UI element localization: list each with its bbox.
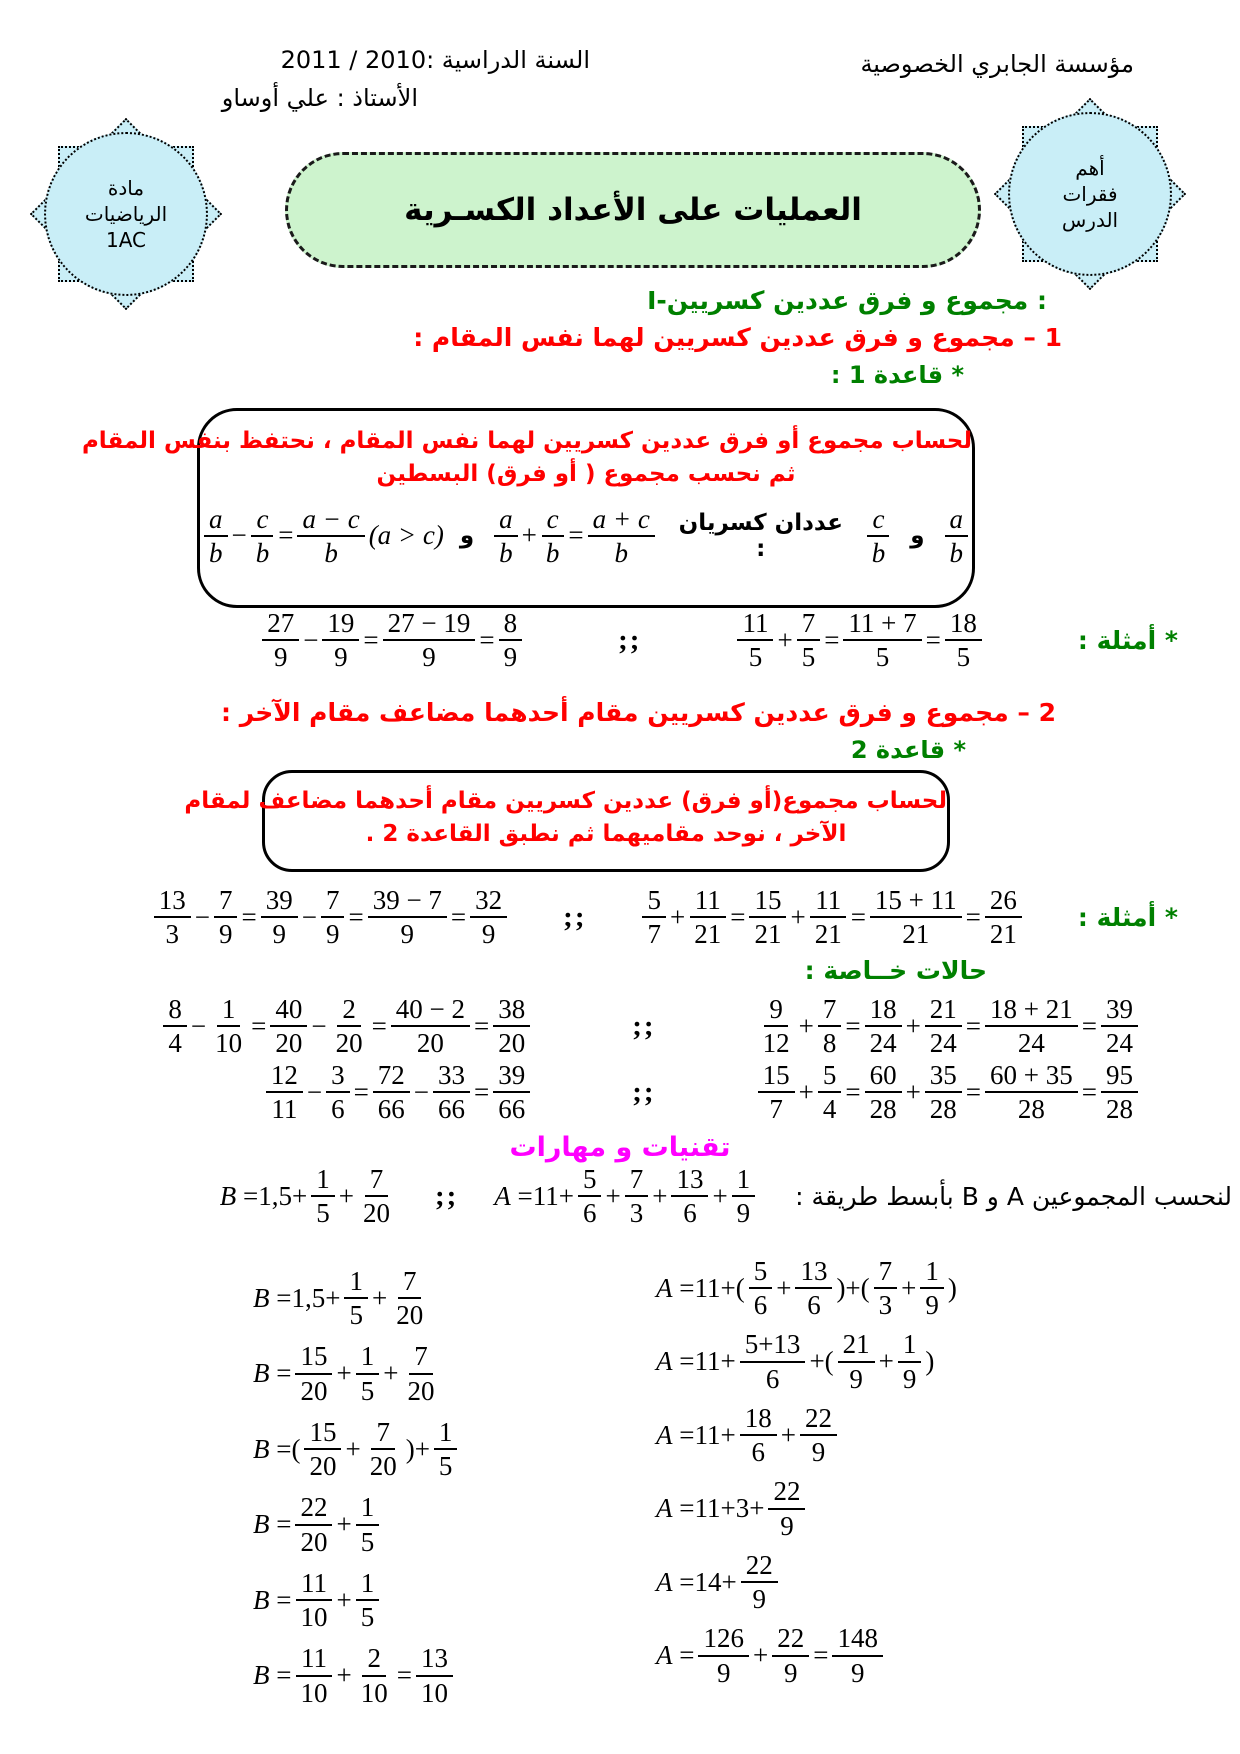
rule1-text-line1: لحساب مجموع أو فرق عددين كسريين لهما نفس المقام ، نحتفظ بنفس المقام <box>81 428 972 454</box>
page-title: العمليات على الأعداد الكسـرية <box>404 192 862 228</box>
rule2-label: * قاعدة 2 <box>850 736 966 764</box>
rule2-text-line2: الآخر ، نوحد مقاميهما ثم نطبق القاعدة 2 . <box>365 821 847 848</box>
badge-line: الدرس <box>1061 208 1119 232</box>
difference-formula: $\frac{a}{b}$ − $\frac{c}{b}$ = $\frac{a - c}{b}$ (a > c) <box>200 504 444 568</box>
fraction-c-over-b: $\frac{c}{b}$ <box>863 504 895 568</box>
pair-label: عددان كسريان : <box>678 509 843 562</box>
rule2-text-line1: لحساب مجموع(أو فرق) عددين كسريين مقام أحدهما مضاعف لمقام <box>184 788 947 814</box>
step-a-eq: A =11+( $\frac{5}{6}$ + $\frac{13}{6}$ )+( $\frac{7}{3}$ + $\frac{1}{9}$ ) <box>656 1256 957 1321</box>
lesson-title-box <box>285 152 981 268</box>
special-row-1 <box>159 994 1142 1058</box>
separator: ;; <box>618 623 642 656</box>
special2-sum-eq: $\frac{15}{7}$ + $\frac{5}{4}$ = $\frac{60}{28}$ + $\frac{35}{28}$ = $\frac{60 + 35}{28}$ = $\frac{95}{28}$ <box>754 1060 1142 1124</box>
rule1-text-line2: ثم نحسب مجموع ( أو فرق) البسطين <box>376 461 796 488</box>
section1-subheading: 1 – مجموع و فرق عددين كسريين لهما نفس المقام : <box>413 323 1062 352</box>
separator: ;; <box>563 900 587 933</box>
rule1-formula <box>200 504 972 568</box>
skills-heading: تقنيات و مهارات <box>509 1132 731 1163</box>
special1-diff-eq: $\frac{8}{4}$ − $\frac{1}{10}$ = $\frac{40}{20}$ − $\frac{2}{20}$ = $\frac{40 - 2}{20}$ = $\frac{38}{20}$ <box>159 994 534 1058</box>
example2-sum-eq: $\frac{5}{7}$ + $\frac{11}{21}$ = $\frac{15}{21}$ + $\frac{11}{21}$ = $\frac{15 + 11}{21}$ = $\frac{26}{21}$ <box>638 885 1025 949</box>
rule2-box <box>184 770 950 872</box>
step-a-eq: A =11+ $\frac{5+13}{6}$ +( $\frac{21}{9}$ + $\frac{1}{9}$ ) <box>656 1329 935 1394</box>
separator: ;; <box>632 1075 656 1108</box>
fraction-a-over-b: $\frac{a}{b}$ <box>941 504 973 568</box>
examples1-row <box>258 608 1178 672</box>
skills-intro-row <box>220 1164 1232 1228</box>
special1-sum-eq: $\frac{9}{12}$ + $\frac{7}{8}$ = $\frac{18}{24}$ + $\frac{21}{24}$ = $\frac{18 + 21}{24}$ = $\frac{39}{24}$ <box>754 994 1142 1058</box>
institution-name: مؤسسة الجابري الخصوصية <box>860 50 1134 78</box>
step-b-eq: B = $\frac{15}{20}$ + $\frac{1}{5}$ + $\frac{7}{20}$ <box>253 1341 435 1406</box>
and-conjunction: و <box>910 522 925 549</box>
step-a-eq: A = $\frac{126}{9}$ + $\frac{22}{9}$ = $\frac{148}{9}$ <box>656 1623 887 1687</box>
step-b-eq: B = $\frac{11}{10}$ + $\frac{1}{5}$ <box>253 1568 383 1632</box>
badge-line: أهم <box>1075 156 1105 180</box>
step-b-eq: B =1,5+ $\frac{1}{5}$ + $\frac{7}{20}$ <box>253 1266 424 1331</box>
teacher-name: الأستاذ : علي أوساو <box>221 84 418 112</box>
section1-heading: I-مجموع و فرق عددين كسريين : <box>647 286 1047 315</box>
skills-intro-text: لنحسب المجموعين A و B بأبسط طريقة : <box>795 1181 1232 1211</box>
examples1-label: * أمثلة : <box>1077 625 1178 655</box>
step-a-eq: A =14+ $\frac{22}{9}$ <box>656 1550 782 1614</box>
badge-line: مادة <box>107 176 145 200</box>
example2-diff-eq: $\frac{13}{3}$ − $\frac{7}{9}$ = $\frac{39}{9}$ − $\frac{7}{9}$ = $\frac{39 - 7}{9}$ = $\frac{32}{9}$ <box>150 885 511 949</box>
sum-formula: $\frac{a}{b}$ + $\frac{c}{b}$ = $\frac{a + c}{b}$ <box>490 504 659 568</box>
lesson-badge-circle <box>1008 112 1172 276</box>
step-a-eq: A =11+3+ $\frac{22}{9}$ <box>656 1476 809 1540</box>
lesson-badge <box>988 92 1188 292</box>
subject-badge <box>24 112 224 312</box>
badge-line: فقرات <box>1062 182 1118 206</box>
step-b-eq: B = $\frac{11}{10}$ + $\frac{2}{10}$ = $\frac{13}{10}$ <box>253 1643 457 1707</box>
subject-badge-circle <box>44 132 208 296</box>
examples2-label: * أمثلة : <box>1077 902 1178 932</box>
school-year: السنة الدراسية :2010 / 2011 <box>280 46 590 74</box>
rule1-box <box>81 408 975 608</box>
badge-line: 1AC <box>105 228 147 252</box>
special-row-2 <box>262 1060 1142 1124</box>
separator: ;; <box>632 1009 656 1042</box>
sum-a-definition-eq: A =11+ $\frac{5}{6}$ + $\frac{7}{3}$ + $\frac{13}{6}$ + $\frac{1}{9}$ <box>494 1164 759 1228</box>
separator: ;; <box>434 1179 459 1212</box>
step-b-eq: B =( $\frac{15}{20}$ + $\frac{7}{20}$ )+ $\frac{1}{5}$ <box>253 1417 461 1481</box>
badge-line: الرياضيات <box>84 202 168 226</box>
special2-diff-eq: $\frac{12}{11}$ − $\frac{3}{6}$ = $\frac{72}{66}$ − $\frac{33}{66}$ = $\frac{39}{66}$ <box>262 1060 534 1124</box>
example1-diff-eq: $\frac{27}{9}$ − $\frac{19}{9}$ = $\frac{27 - 19}{9}$ = $\frac{8}{9}$ <box>258 608 526 672</box>
special-cases-heading: حالات خــاصة : <box>804 956 987 985</box>
section2-subheading: 2 – مجموع و فرق عددين كسريين مقام أحدهما مضاعف مقام الآخر : <box>221 698 1056 727</box>
step-b-eq: B = $\frac{22}{20}$ + $\frac{1}{5}$ <box>253 1492 383 1556</box>
sum-b-definition-eq: B =1,5+ $\frac{1}{5}$ + $\frac{7}{20}$ <box>219 1164 390 1229</box>
examples2-row <box>150 885 1178 949</box>
example1-sum-eq: $\frac{11}{5}$ + $\frac{7}{5}$ = $\frac{11 + 7}{5}$ = $\frac{18}{5}$ <box>733 608 985 672</box>
steps-column-a <box>656 1256 957 1688</box>
and-conjunction: و <box>459 522 475 549</box>
steps-column-b <box>253 1266 461 1708</box>
step-a-eq: A =11+ $\frac{18}{6}$ + $\frac{22}{9}$ <box>656 1403 841 1467</box>
rule1-label: * قاعدة 1 : <box>830 361 964 389</box>
